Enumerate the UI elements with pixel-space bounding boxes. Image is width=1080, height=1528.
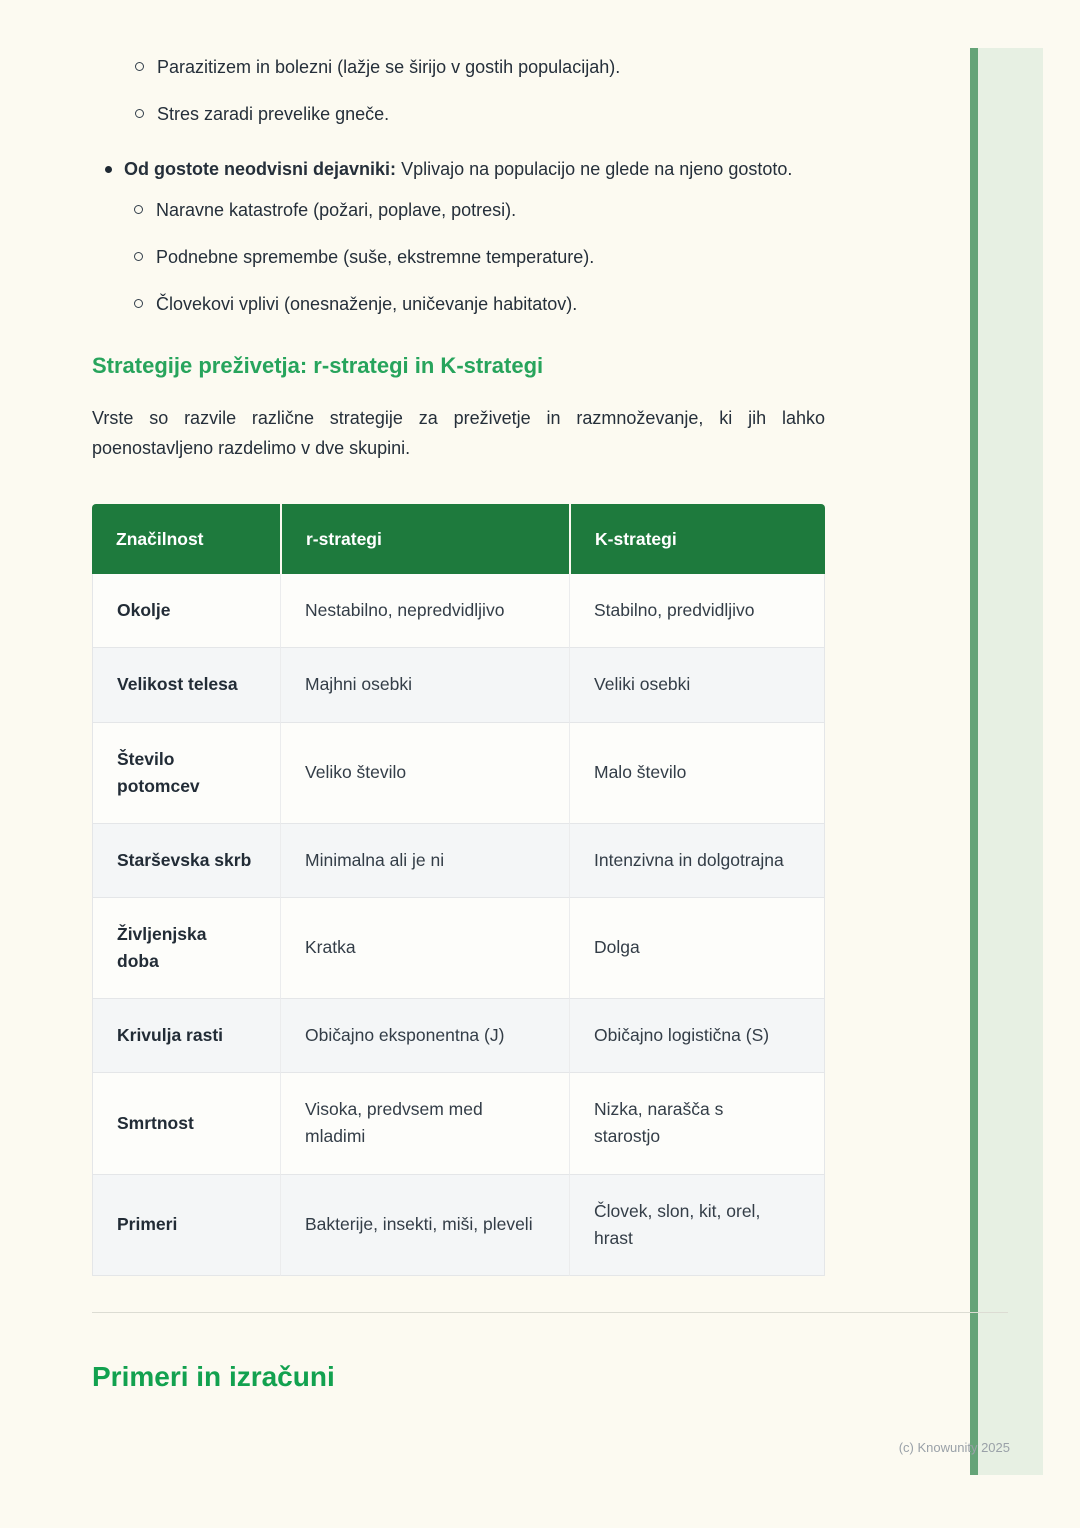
column-header: K-strategi (569, 504, 825, 575)
list-item-text: Naravne katastrofe (požari, poplave, potresi). (156, 200, 517, 220)
list-item-text: Parazitizem in bolezni (lažje se širijo v gostih populacijah). (157, 57, 621, 77)
disc-bullet-icon (105, 166, 112, 173)
page-content (92, 54, 1008, 1393)
r-strategist-cell: Nestabilno, nepredvidljivo (280, 574, 569, 648)
r-strategist-cell: Veliko število (280, 723, 569, 824)
r-strategist-cell: Običajno eksponentna (J) (280, 999, 569, 1073)
density-independent-bullet (92, 156, 1008, 318)
bullet-rest: Vplivajo na populacijo ne glede na njeno gostoto. (401, 159, 793, 179)
list-item-text: Stres zaradi prevelike gneče. (157, 104, 390, 124)
k-strategist-cell: Nizka, narašča s starostjo (569, 1073, 825, 1174)
circle-bullet-icon (134, 299, 143, 308)
feature-cell: Primeri (92, 1175, 280, 1276)
feature-cell: Okolje (92, 574, 280, 648)
k-strategist-cell: Intenzivna in dolgotrajna (569, 824, 825, 898)
feature-cell: Krivulja rasti (92, 999, 280, 1073)
bullet-text (124, 156, 1008, 183)
k-strategist-cell: Stabilno, predvidljivo (569, 574, 825, 648)
circle-bullet-icon (135, 62, 144, 71)
watermark: (c) Knowunity 2025 (898, 1440, 1010, 1455)
section-heading: Strategije preživetja: r-strategi in K-strategi (92, 353, 544, 378)
list-item (124, 291, 1008, 318)
k-strategist-cell: Dolga (569, 898, 825, 999)
k-strategist-cell: Človek, slon, kit, orel, hrast (569, 1175, 825, 1276)
list-item-text: Podnebne spremembe (suše, ekstremne temperature). (156, 247, 595, 267)
r-strategist-cell: Visoka, predvsem med mladimi (280, 1073, 569, 1174)
strategy-table (92, 504, 825, 1276)
r-strategist-cell: Minimalna ali je ni (280, 824, 569, 898)
circle-bullet-icon (134, 205, 143, 214)
list-item (124, 197, 1008, 224)
table-row (92, 1175, 825, 1276)
circle-bullet-icon (135, 109, 144, 118)
k-strategist-cell: Veliki osebki (569, 648, 825, 722)
bullet-lead: Od gostote neodvisni dejavniki: (124, 159, 397, 179)
feature-cell: Starševska skrb (92, 824, 280, 898)
density-independent-sublist (124, 197, 1008, 318)
circle-bullet-icon (134, 252, 143, 261)
k-strategist-cell: Malo število (569, 723, 825, 824)
table-row (92, 574, 825, 648)
intro-paragraph: Vrste so razvile različne strategije za preživetje in razmnoževanje, ki jih lahko poenostavljeno razdelimo v dve skupini. (92, 407, 825, 459)
feature-cell: Število potomcev (92, 723, 280, 824)
table-row (92, 723, 825, 824)
table-row (92, 824, 825, 898)
table-row (92, 999, 825, 1073)
feature-cell: Življenjska doba (92, 898, 280, 999)
r-strategist-cell: Majhni osebki (280, 648, 569, 722)
column-header: r-strategi (280, 504, 569, 575)
bullet-body (124, 156, 1008, 318)
r-strategist-cell: Kratka (280, 898, 569, 999)
table-header-row (92, 504, 825, 575)
density-dependent-sublist (92, 54, 1008, 128)
list-item (92, 101, 1008, 128)
table-row (92, 898, 825, 999)
column-header: Značilnost (92, 504, 280, 575)
list-item (124, 244, 1008, 271)
table-row (92, 648, 825, 722)
list-item (92, 54, 1008, 81)
feature-cell: Velikost telesa (92, 648, 280, 722)
feature-cell: Smrtnost (92, 1073, 280, 1174)
list-item-text: Človekovi vplivi (onesnaženje, uničevanje habitatov). (156, 294, 578, 314)
k-strategist-cell: Običajno logistična (S) (569, 999, 825, 1073)
r-strategist-cell: Bakterije, insekti, miši, pleveli (280, 1175, 569, 1276)
section-divider (92, 1312, 1008, 1313)
table-row (92, 1073, 825, 1174)
bottom-section-heading: Primeri in izračuni (92, 1360, 335, 1392)
